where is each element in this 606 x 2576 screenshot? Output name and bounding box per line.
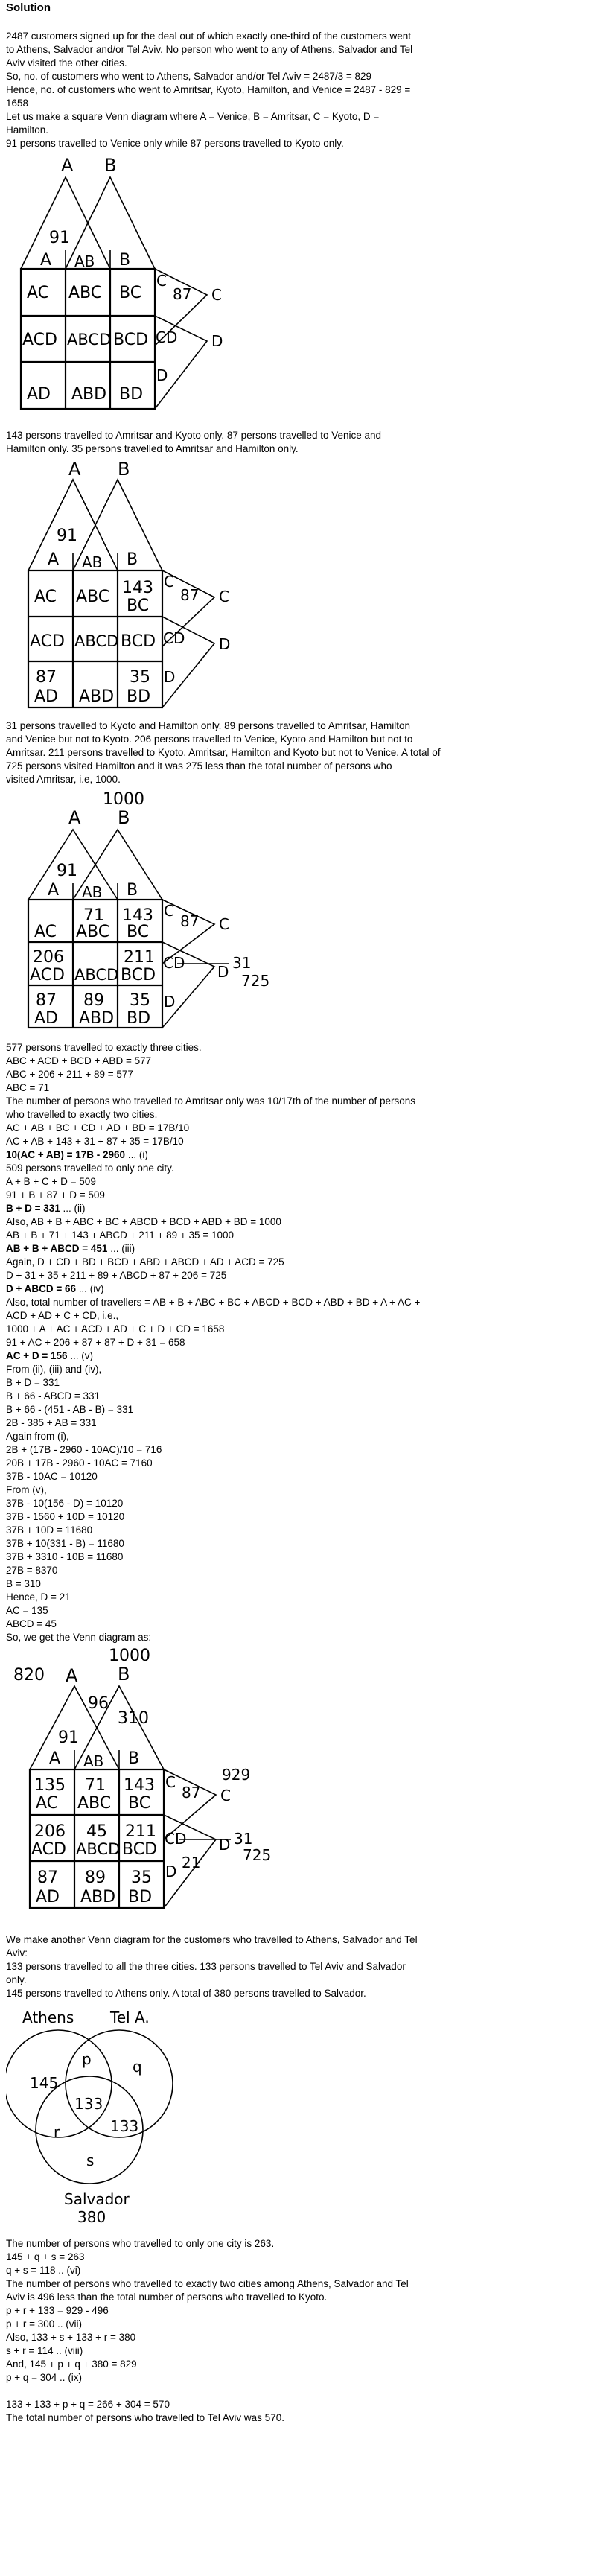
cell-BCD-value: 211 — [124, 948, 155, 967]
cell-ACD: ACD — [30, 966, 65, 985]
label-CD: CD — [165, 1830, 187, 1848]
text-line: ABC + 206 + 211 + 89 = 577 — [6, 1069, 133, 1080]
cell-ABC: ABC — [76, 588, 110, 606]
label-tel-aviv: Tel A. — [110, 2009, 150, 2026]
label-D-inner: D — [164, 668, 176, 686]
cell-AB-label: AB — [83, 1752, 104, 1770]
cell-AD: AD — [34, 1009, 58, 1028]
text-line: visited Amritsar, i.e, 1000. — [6, 774, 121, 785]
cell-AC: AC — [27, 284, 50, 302]
text-line: 37B - 10AC = 10120 — [6, 1471, 98, 1482]
cell-B-label: B — [128, 1749, 140, 1768]
text-line: From (v), — [6, 1484, 47, 1495]
text-line: AB + B + 71 + 143 + ABCD + 211 + 89 + 35 = 1000 — [6, 1230, 234, 1241]
total-B: 1000 — [109, 1647, 150, 1665]
text-line: 133 persons travelled to all the three cities. 133 persons travelled to Tel Aviv and Salvador — [6, 1961, 406, 1972]
cell-BD: BD — [128, 1888, 153, 1906]
text-line: 20B + 17B - 2960 - 10AC = 7160 — [6, 1457, 153, 1469]
text-line: AC + AB + 143 + 31 + 87 + 35 = 17B/10 — [6, 1136, 184, 1147]
cell-A-label: A — [48, 550, 60, 569]
cell-B-label: B — [119, 251, 131, 270]
text-line: The number of persons who travelled to exactly two cities among Athens, Salvador and Tel — [6, 2278, 409, 2289]
label-C: C — [211, 286, 222, 304]
cell-ACD: ACD — [30, 632, 65, 651]
text-line: 31 persons travelled to Kyoto and Hamilton only. 89 persons travelled to Amritsar, Hamilton — [6, 720, 411, 731]
text-line: 145 persons travelled to Athens only. A total of 380 persons travelled to Salvador. — [6, 1988, 366, 1999]
text-line: Also, AB + B + ABC + BC + ABCD + BCD + ABD + BD = 1000 — [6, 1216, 281, 1227]
text-line: Hamilton. — [6, 124, 49, 136]
cell-ABD-value: 89 — [85, 1869, 106, 1887]
cell-AB-label: AB — [82, 883, 103, 901]
text-line: So, no. of customers who went to Athens, Salvador and/or Tel Aviv = 2487/3 = 829 — [6, 71, 372, 82]
cell-AC: AC — [34, 588, 57, 606]
cell-AC-value: 135 — [34, 1776, 66, 1795]
text-line: 2B - 385 + AB = 331 — [6, 1417, 97, 1428]
cell-A-label: A — [48, 881, 60, 900]
text-line: Hamilton only. 35 persons travelled to Amritsar and Hamilton only. — [6, 443, 299, 454]
cell-B-label: B — [127, 881, 138, 900]
text-line: 91 persons travelled to Venice only while 87 persons travelled to Kyoto only. — [6, 138, 344, 149]
label-A: A — [66, 1665, 78, 1686]
label-C: C — [220, 1787, 231, 1804]
cell-CD-value: 31 — [234, 1830, 253, 1848]
cell-ABCD: ABCD — [74, 966, 119, 984]
cell-ACD-value: 206 — [33, 948, 64, 967]
cell-AB-label: AB — [82, 553, 103, 571]
text-line: ABC = 71 — [6, 1082, 50, 1093]
cell-AC: AC — [34, 923, 57, 941]
label-B: B — [104, 155, 117, 176]
cell-BD-value: 35 — [131, 1869, 152, 1887]
label-C-inner: C — [156, 272, 167, 290]
cell-D-value: 21 — [182, 1854, 201, 1871]
total-C: 929 — [222, 1766, 251, 1784]
text-line: 91 + AC + 206 + 87 + 87 + D + 31 = 658 — [6, 1337, 185, 1348]
cell-BCD: BCD — [122, 1840, 158, 1859]
text-line: B + D = 331 — [6, 1377, 60, 1388]
text-line: only. — [6, 1974, 27, 1985]
label-CD: CD — [163, 954, 185, 972]
cell-ABD: ABD — [79, 1009, 115, 1028]
venn-diagram-3 — [13, 788, 311, 1034]
total-D: 725 — [241, 972, 270, 990]
cell-ABD: ABD — [71, 385, 107, 404]
text-line: 1000 + A + AC + ACD + AD + C + D + CD = 1658 — [6, 1323, 225, 1335]
text-line: 37B + 10D = 11680 — [6, 1524, 93, 1536]
label-D: D — [219, 635, 231, 653]
equation-ii: B + D = 331 ... (ii) — [6, 1203, 86, 1214]
label-C: C — [219, 588, 229, 605]
label-B: B — [118, 807, 130, 828]
text-line: 577 persons travelled to exactly three cities. — [6, 1042, 202, 1053]
cell-BCD: BCD — [121, 632, 156, 651]
equation-iv: D + ABCD = 66 ... (iv) — [6, 1283, 104, 1294]
center-value: 133 — [74, 2095, 103, 2113]
text-line: And, 145 + p + q + 380 = 829 — [6, 2359, 137, 2370]
cell-C: 87 — [180, 586, 200, 604]
cell-BCD: BCD — [113, 331, 149, 349]
venn-diagram-1 — [6, 153, 259, 414]
cell-BC: BC — [127, 597, 150, 615]
cell-AC: AC — [36, 1794, 59, 1813]
label-A: A — [68, 459, 81, 480]
cell-CD-value: 31 — [232, 954, 252, 972]
cell-BC: BC — [119, 284, 142, 302]
text-line: The number of persons who travelled to Amritsar only was 10/17th of the number of persons — [6, 1095, 416, 1107]
text-line: ACD + AD + C + CD, i.e., — [6, 1310, 119, 1321]
text-line: 37B + 3310 - 10B = 11680 — [6, 1551, 124, 1562]
cell-BCD: BCD — [121, 966, 156, 985]
text-line: Aviv visited the other cities. — [6, 57, 127, 69]
label-D-inner: D — [164, 993, 176, 1011]
cell-A-value: 91 — [58, 1729, 79, 1747]
cell-AB-value: 96 — [88, 1694, 109, 1713]
text-line: 1658 — [6, 98, 29, 109]
total-B: 1000 — [103, 790, 144, 809]
venn-diagram-final — [13, 1644, 311, 1914]
cell-ABD: ABD — [79, 687, 115, 706]
label-A: A — [68, 807, 81, 828]
cell-A-value: 91 — [57, 862, 77, 880]
cell-AD: AD — [34, 687, 58, 706]
text-line: p + r = 300 .. (vii) — [6, 2318, 83, 2329]
cell-BC: BC — [128, 1794, 151, 1813]
cell-C: 87 — [180, 912, 200, 930]
text-line: 143 persons travelled to Amritsar and Kyoto only. 87 persons travelled to Venice and — [6, 430, 382, 441]
venn-diagram-cities — [6, 2005, 200, 2228]
text-line: s + r = 114 .. (viii) — [6, 2345, 83, 2356]
salvador-total: 380 — [77, 2208, 106, 2226]
text-line: 2487 customers signed up for the deal out of which exactly one-third of the customers went — [6, 31, 412, 42]
text-line: 133 + 133 + p + q = 266 + 304 = 570 — [6, 2399, 170, 2410]
cell-BD-value: 35 — [130, 668, 150, 687]
cell-ABCD: ABCD — [74, 632, 119, 650]
athens-only-value: 145 — [30, 2074, 59, 2092]
text-line: Amritsar. 211 persons travelled to Kyoto, Amritsar, Hamilton and Kyoto but not to Venice. A total of — [6, 747, 441, 758]
text-line: Aviv is 496 less than the total number of persons who travelled to Kyoto. — [6, 2292, 328, 2303]
text-line: D + 31 + 35 + 211 + 89 + ABCD + 87 + 206 = 725 — [6, 1270, 227, 1281]
label-B: B — [118, 459, 130, 480]
region-q: q — [133, 2058, 142, 2076]
cell-ABC: ABC — [77, 1794, 112, 1813]
text-line: 27B = 8370 — [6, 1565, 58, 1576]
text-line: Aviv: — [6, 1947, 28, 1959]
cell-ACD: ACD — [31, 1840, 66, 1859]
cell-ABC-value: 71 — [85, 1776, 106, 1795]
circle-athens — [6, 2030, 112, 2137]
text-line: ABCD = 45 — [6, 1618, 57, 1629]
cell-AD: AD — [36, 1888, 60, 1906]
text-line: p + q = 304 .. (ix) — [6, 2372, 83, 2383]
label-CD: CD — [156, 328, 178, 346]
text-line: who travelled to exactly two cities. — [6, 1109, 158, 1120]
text-line: AC + AB + BC + CD + AD + BD = 17B/10 — [6, 1122, 190, 1133]
cell-ABD: ABD — [80, 1888, 116, 1906]
label-salvador: Salvador — [64, 2190, 130, 2208]
text-line: 37B - 10(156 - D) = 10120 — [6, 1498, 124, 1509]
cell-A-label: A — [49, 1749, 61, 1768]
cell-AD: AD — [27, 385, 51, 404]
equation-i: 10(AC + AB) = 17B - 2960 ... (i) — [6, 1149, 148, 1160]
label-D: D — [211, 332, 223, 350]
cell-BC-value: 143 — [122, 579, 153, 597]
cell-ABCD: ABCD — [67, 331, 112, 349]
text-line: Again, D + CD + BD + BCD + ABD + ABCD + AD + ACD = 725 — [6, 1256, 284, 1268]
text-line: B + 66 - (451 - AB - B) = 331 — [6, 1404, 134, 1415]
cell-AD-value: 87 — [36, 991, 57, 1010]
text-line: So, we get the Venn diagram as: — [6, 1632, 152, 1643]
total-A: 820 — [13, 1666, 45, 1685]
cell-BD-value: 35 — [130, 991, 150, 1010]
text-line: 37B + 10(331 - B) = 11680 — [6, 1538, 124, 1549]
text-line: Also, 133 + s + 133 + r = 380 — [6, 2332, 136, 2343]
equation-v: AC + D = 156 ... (v) — [6, 1350, 94, 1361]
label-D: D — [219, 1836, 231, 1854]
text-line: Again from (i), — [6, 1431, 69, 1442]
label-C-inner: C — [165, 1773, 176, 1791]
text-line: We make another Venn diagram for the customers who travelled to Athens, Salvador and Tel — [6, 1934, 418, 1945]
text-line: Hence, D = 21 — [6, 1591, 71, 1603]
region-p: p — [82, 2050, 92, 2068]
label-athens: Athens — [22, 2009, 74, 2026]
text-line: AC = 135 — [6, 1605, 48, 1616]
text-line: 91 + B + 87 + D = 509 — [6, 1189, 105, 1200]
cell-ABD-value: 89 — [83, 991, 104, 1010]
cell-ABC: ABC — [76, 923, 110, 941]
cell-AB-label: AB — [74, 252, 95, 270]
text-line: B + 66 - ABCD = 331 — [6, 1390, 101, 1402]
text-line: From (ii), (iii) and (iv), — [6, 1364, 102, 1375]
cell-ABCD-value: 45 — [86, 1822, 107, 1841]
cell-BD: BD — [119, 385, 144, 404]
region-s: s — [86, 2152, 95, 2169]
region-r: r — [54, 2123, 60, 2141]
cell-A-label: A — [40, 251, 52, 270]
text-line: Let us make a square Venn diagram where A = Venice, B = Amritsar, C = Kyoto, D = — [6, 111, 380, 122]
cell-BC-value: 143 — [122, 906, 153, 925]
cell-ABCD: ABCD — [76, 1840, 121, 1858]
cell-ACD-value: 206 — [34, 1822, 66, 1841]
text-line: 725 persons visited Hamilton and it was 275 less than the total number of persons who — [6, 760, 392, 772]
label-D-inner: D — [165, 1863, 177, 1880]
cell-BCD-value: 211 — [125, 1822, 156, 1841]
cell-C: 87 — [182, 1784, 201, 1801]
text-line: The number of persons who travelled to only one city is 263. — [6, 2238, 275, 2249]
text-line: and Venice but not to Kyoto. 206 persons travelled to Venice, Kyoto and Hamilton but not to — [6, 734, 413, 745]
text-line: 509 persons travelled to only one city. — [6, 1163, 174, 1174]
cell-ABC: ABC — [68, 284, 103, 302]
label-C-inner: C — [164, 902, 174, 920]
cell-C: 87 — [173, 285, 192, 303]
cell-BD: BD — [127, 1009, 151, 1028]
solution-title: Solution — [6, 1, 51, 14]
label-D: D — [217, 963, 229, 981]
label-D-inner: D — [156, 366, 168, 384]
total-D: 725 — [243, 1846, 272, 1864]
text-line: ABC + ACD + BCD + ABD = 577 — [6, 1055, 152, 1066]
cell-ACD: ACD — [22, 331, 57, 349]
cell-A-value: 91 — [57, 527, 77, 545]
cell-A-value: 91 — [49, 229, 70, 247]
cell-B-label: B — [127, 550, 138, 569]
text-line: Also, total number of travellers = AB + B + ABC + BC + ABCD + BCD + ABD + BD + A + AC + — [6, 1297, 421, 1308]
text-line: 37B - 1560 + 10D = 10120 — [6, 1511, 125, 1522]
cell-BD: BD — [127, 687, 151, 706]
telaviv-salvador-value: 133 — [110, 2117, 139, 2135]
label-CD: CD — [163, 629, 185, 647]
text-line: The total number of persons who travelled to Tel Aviv was 570. — [6, 2412, 284, 2423]
text-line: to Athens, Salvador and/or Tel Aviv. No person who went to any of Athens, Salvador and Tel — [6, 44, 413, 55]
label-B: B — [118, 1664, 130, 1685]
cell-BC: BC — [127, 923, 150, 941]
text-line: A + B + C + D = 509 — [6, 1176, 96, 1187]
cell-AD-value: 87 — [37, 1869, 58, 1887]
label-A: A — [61, 155, 74, 176]
text-line: B = 310 — [6, 1578, 41, 1589]
text-line: 145 + q + s = 263 — [6, 2251, 85, 2262]
equation-iii: AB + B + ABCD = 451 ... (iii) — [6, 1243, 135, 1254]
cell-BC-value: 143 — [124, 1776, 155, 1795]
label-C: C — [219, 915, 229, 933]
cell-B-value: 310 — [118, 1709, 149, 1728]
cell-AD-value: 87 — [36, 668, 57, 687]
label-C-inner: C — [164, 573, 174, 591]
cell-ABC-value: 71 — [83, 906, 104, 925]
text-line: q + s = 118 .. (vi) — [6, 2265, 81, 2276]
text-line: Hence, no. of customers who went to Amritsar, Kyoto, Hamilton, and Venice = 2487 - 829 = — [6, 84, 411, 95]
venn-diagram-2 — [13, 457, 267, 710]
text-line: 2B + (17B - 2960 - 10AC)/10 = 716 — [6, 1444, 162, 1455]
text-line: p + r + 133 = 929 - 496 — [6, 2305, 109, 2316]
